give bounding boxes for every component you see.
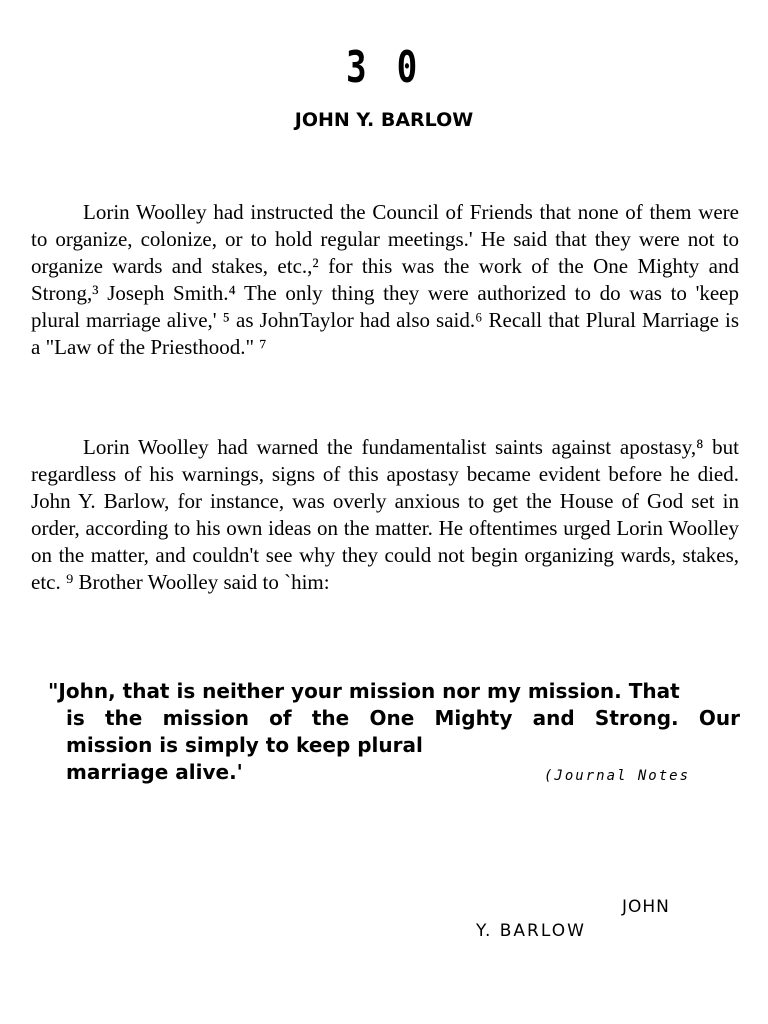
quote-line: "John, that is neither your mission nor my mission. That <box>48 679 680 703</box>
quote-line: mission is simply to keep plural <box>66 733 423 757</box>
chapter-title: JOHN Y. BARLOW <box>294 109 474 131</box>
body-paragraph-2: Lorin Woolley had warned the fundamentalist saints against apostasy,⁸ but regardless of his warnings, signs of this apostasy became evident before he died. John Y. Barlow, for instance, was overly anxious to get the House of God set in order, according to his own ideas on the matter. He oftentimes urged Lorin Woolley on the matter, and couldn't see why they could not begin organizing wards, stakes, etc. ⁹ Brother Woolley said to `him: <box>31 435 739 594</box>
quote-line: marriage alive.' <box>66 760 243 784</box>
signature-last-name: Y. BARLOW <box>476 921 586 941</box>
quote-line: is the mission of the One Mighty and Strong. Our <box>66 706 740 730</box>
quote-source: (Journal Notes <box>544 768 691 784</box>
signature-first-name: JOHN <box>622 897 670 917</box>
chapter-number: 3 0 <box>345 42 423 93</box>
body-paragraph-1: Lorin Woolley had instructed the Council of Friends that none of them were to organize, colonize, or to hold regular meetings.' He said that they were not to organize wards and stakes, etc.,² for this was the work of the One Mighty and Strong,³ Joseph Smith.⁴ The only thing they were authorized to do was to 'keep plural marriage alive,' ⁵ as JohnTaylor had also said.⁶ Recall that Plural Marriage is a "Law of the Priesthood." ⁷ <box>31 200 739 359</box>
